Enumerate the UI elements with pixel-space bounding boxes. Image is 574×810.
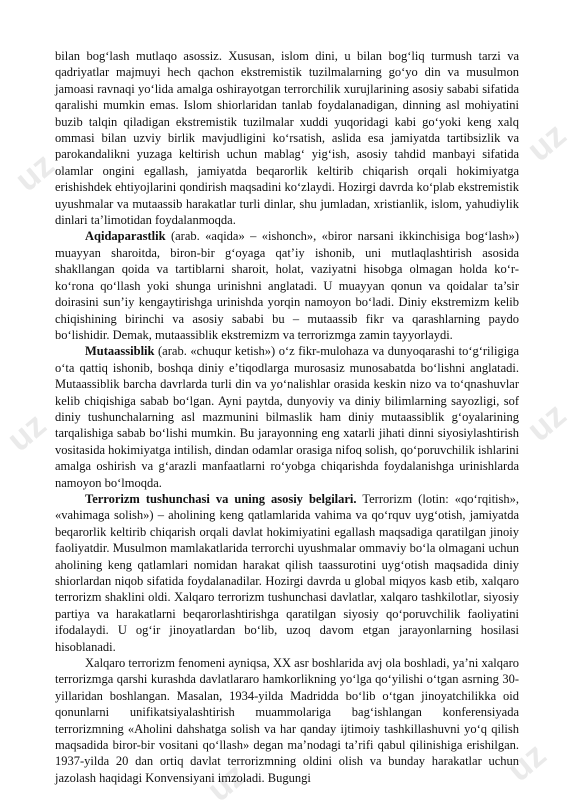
paragraph-text: (arab. «aqida» – «ishonch», «biror narsani ikkinchisiga bog‘lash») muayyan sharoitda, biron-bir g‘oyaga qat’iy ishonib, uni mutlaqlashtirish asosida shakllangan qoida va tartiblarni sharoit, holat, vaziyatni hisobga olmagan holda ko‘r-ko‘rona qo‘llash yoki shunga urinishni anglatadi. U muayyan qonun va qoidalar ta’sir doirasini sun’iy kengaytirishga urinishda yorqin namoyon bo‘ladi. Diniy ekstremizm kelib chiqishining birinchi va asosiy sababi bu – mutaassib fikr va qarashlarning paydo bo‘lishidir. Demak, mutaassiblik ekstremizm va terrorizmga zamin tayyorlaydi. <box>55 229 519 342</box>
watermark: uz <box>200 755 254 810</box>
term-heading: Terrorizm tushunchasi va uning asosiy belgilari. <box>85 491 357 506</box>
term-heading: Aqidaparastlik <box>85 229 166 244</box>
paragraph-xalqaro-terrorizm <box>55 655 519 786</box>
term-heading: Mutaassiblik <box>85 344 155 359</box>
paragraph-text: Terrorizm (lotin: «qo‘rqitish», «vahimaga solish») – aholining keng qatlamlarida vahima va qo‘rquv uyg‘otish, jamiyatda beqarorlik keltirib chiqarish orqali davlat hokimiyatini egallash maqsadiga qaratilgan jinoiy faoliyatdir. Musulmon mamlakatlarida terrorchi uyushmalar ommaviy bo‘la olmagani uchun aholining keng qatlamlari nomidan harakat qilish taassurotini uyg‘otish maqsadida diniy shiorlardan niqob sifatida foydalanadilar. Hozirgi davrda u global miqyos kasb etib, xalqaro terrorizm shaklini oldi. Xalqaro terrorizm tushunchasi davlatlar, xalqaro tashkilotlar, siyosiy partiya va harakatlarni beqarorlashtirishga qaratilgan siyosiy qo‘poruvchilik faoliyatini ifodalaydi. U og‘ir jinoyatlardan bo‘lib, uzoq davom etgan jarayonlarning hosilasi hisoblanadi. <box>55 491 520 654</box>
paragraph-intro <box>55 48 519 228</box>
watermark: uz <box>520 395 574 450</box>
watermark: uz <box>500 735 554 790</box>
watermark: uz <box>8 145 62 200</box>
document-body <box>55 48 519 786</box>
paragraph-terrorizm <box>55 491 519 655</box>
paragraph-text: Xalqaro terrorizm fenomeni ayniqsa, XX asr boshlarida avj ola boshladi, ya’ni xalqaro terrorizmga qarshi kurashda davlatlararo hamkorlikning yo‘lga qo‘yilishi o‘tgan asrning 30-yillaridan boshlangan. Masalan, 1934-yilda Madridda bo‘lib o‘tgan jinoyatchilikka oid qonunlarni unifikatsiyalashtirish muammolariga bag‘ishlangan konferensiyada terrorizmning «Aholini dahshatga solish va har qanday ijtimoiy tashkillashuvni yo‘q qilish maqsadida biror-bir vositani qo‘llash» degan ma’nodagi ta’rifi qabul qilinishiga erishilgan. 1937-yilda 20 dan ortiq davlat terrorizmning oldini olish va bunday harakatlar uchun jazolash haqidagi Konvensiyani imzoladi. Bugungi <box>55 656 519 785</box>
paragraph-text: bilan bog‘lash mutlaqo asossiz. Xususan, islom dini, u bilan bog‘liq turmush tarzi va qadriyatlar majmuyi hech qachon ekstremistik tuzilmalarning go‘yo din va musulmon jamoasi ravnaqi yo‘lida amalga oshirayotgan terrorchilik xurujlarining asosiy sababi sifatida qaralishi mumkin emas. Islom shiorlaridan tanlab foydalanadigan, dinning asl mohiyatini buzib talqin qiladigan ekstremistik tuzilmalar xuddi yuqoridagi kabi go‘yoki keng xalq ommasi bilan uzviy birlik mavjudligini ko‘rsatish, aslida esa jamiyatda tartibsizlik va parokandalikni yuzaga keltirish uchun mablag‘ yig‘ish, asosiy tahdid manbayi sifatida olamlar ongini egallash, jamiyatda beqarorlik keltirib chiqarish orqali hokimiyatga erishishdek ehtiyojlarini qondirish maqsadini ko‘zlaydi. Hozirgi davrda ko‘plab ekstremistik uyushmalar va mutaassib harakatlar turli dinlar, shu jumladan, xristianlik, islom, yahudiylik dinlari ta’limotidan foydalanmoqda. <box>55 49 519 228</box>
paragraph-text: (arab. «chuqur ketish») o‘z fikr-mulohaza va dunyoqarashi to‘g‘riligiga o‘ta qattiq ishonib, boshqa diniy e’tiqodlarga murosasiz munosabatda bo‘lishni anglatadi. Mutaassiblik barcha davrlarda turli din va yo‘nalishlar orasida keskin nizo va to‘qnashuvlar kelib chiqishiga sabab bo‘lgan. Ayni paytda, dunyoviy va diniy bilimlarning sayozligi, sof diniy tushunchalarning asl mazmunini bilmaslik ham diniy mutaassiblik g‘oyalarining tarqalishiga sabab bo‘lishi mumkin. Bu jarayonning eng xatarli jihati dinni siyosiylashtirish vositasida hokimiyatga intilish, dindan odamlar orasiga nifoq solish, qo‘poruvchilik ishlarini amalga oshirish va g‘arazli manfaatlarni ro‘yobga chiqarishda foydalanishga urinishlarda namoyon bo‘lmoqda. <box>55 344 519 490</box>
watermark: uz <box>520 115 574 170</box>
paragraph-aqidaparastlik <box>55 228 519 343</box>
paragraph-mutaassiblik <box>55 343 519 491</box>
watermark: uz <box>0 405 54 460</box>
